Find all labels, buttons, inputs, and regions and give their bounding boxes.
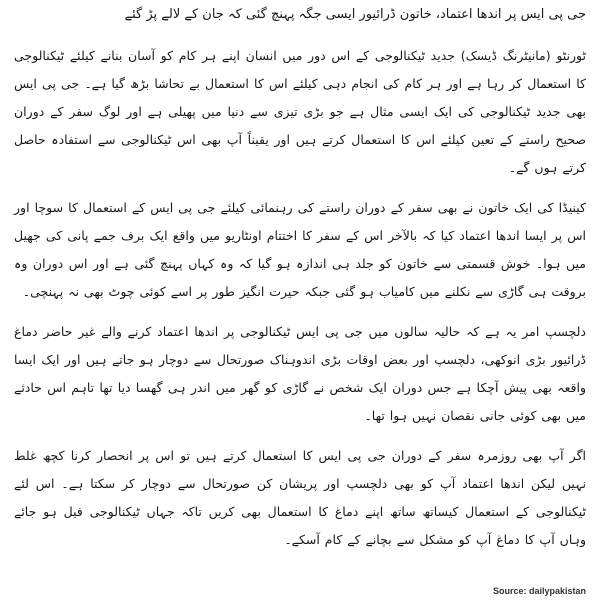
article-paragraph: ٹورنٹو (مانیٹرنگ ڈیسک) جدید ٹیکنالوجی کے اس دور میں انسان اپنے ہر کام کو آسان بنانے کیلئے ٹیکنالوجی کا استعمال کر رہا ہے اور ہر کام کی انجام دہی کیلئے اس کا استعمال بے تحاشا بڑھ گیا ہے۔ جی پی ایس بھی جدید ٹیکنالوجی کی ایک ایسی مثال ہے جو بڑی تیزی سے دنیا میں پھیلی ہے اور لوگ سفر کے دوران صحیح راستے کے تعین کیلئے اس کا استعمال کرتے ہیں اور یقیناً آپ بھی اس ٹیکنالوجی سے استفادہ حاصل کرتے ہوں گے۔ <box>14 48 586 175</box>
article-paragraph: کینیڈا کی ایک خاتون نے بھی سفر کے دوران راستے کی رہنمائی کیلئے جی پی ایس کے استعمال کا سوچا اور اس پر ایسا اندھا اعتماد کیا کہ بالآخر اس کے سفر کا اختتام اونٹاریو میں واقع ایک برف جمے پانی کی جھیل میں ہوا۔ خوش قسمتی سے خاتون کو جلد ہی اندازہ ہو گیا کہ وہ کہاں پہنچ گئی ہے اور اس دوران وہ بروقت ہی گاڑی سے نکلنے میں کامیاب ہو گئی جبکہ حیرت انگیز طور پر اسے کوئی چوٹ بھی نہ پہنچی۔ <box>14 200 586 299</box>
article-headline: جی پی ایس پر اندھا اعتماد، خاتون ڈرائیور ایسی جگہ پہنچ گئی کہ جان کے لالے پڑ گئے <box>124 7 586 22</box>
article-paragraph: اگر آپ بھی روزمرہ سفر کے دوران جی پی ایس کا استعمال کرتے ہیں تو اس پر انحصار کرنا کچھ غلط نہیں لیکن اندھا اعتماد آپ کو بھی دلچسپ اور پریشان کن صورتحال سے دوچار کر سکتا ہے۔ اس لئے ٹیکنالوجی کے استعمال کیساتھ ساتھ اپنے دماغ کا استعمال بھی کریں تاکہ جہاں ٹیکنالوجی فیل ہو جائے وہاں آپ کا دماغ آپ کو مشکل سے بچانے کے کام آسکے۔ <box>14 448 586 547</box>
article-paragraph: دلچسپ امر یہ ہے کہ حالیہ سالوں میں جی پی ایس ٹیکنالوجی پر اندھا اعتماد کرنے والے غیر حاضر دماغ ڈرائیور بڑی انوکھی، دلچسپ اور بعض اوقات بڑی اندوہناک صورتحال سے دوچار ہو جاتے ہیں اور ایک ایسا واقعہ بھی پیش آچکا ہے جس دوران ایک شخص نے گاڑی کو گھر میں اندر ہی گھسا دیا تھا تاہم اس حادثے میں بھی کوئی جانی نقصان نہیں ہوا تھا۔ <box>14 324 586 423</box>
source-credit: Source: dailypakistan <box>492 586 586 596</box>
